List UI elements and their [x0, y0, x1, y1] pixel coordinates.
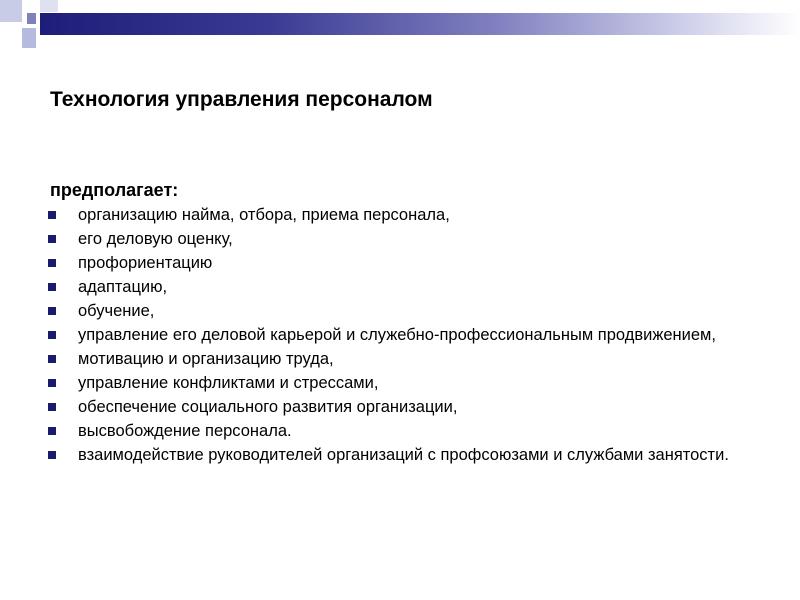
list-item: [48, 254, 768, 273]
header-gradient-bar: [40, 13, 800, 35]
list-item: [48, 422, 768, 441]
list-item: [48, 446, 768, 465]
list-item-text: его деловую оценку,: [78, 230, 233, 248]
list-item: [48, 206, 768, 225]
square-bullet-icon: [48, 355, 56, 363]
square-bullet-icon: [48, 307, 56, 315]
list-item-text: мотивацию и организацию труда,: [78, 350, 334, 368]
square-bullet-icon: [48, 235, 56, 243]
list-item-text: профориентацию: [78, 254, 213, 272]
list-item-text: организацию найма, отбора, приема персонала,: [78, 206, 450, 224]
list-item-text: обеспечение социального развития организации,: [78, 398, 458, 416]
list-item: [48, 326, 768, 345]
intro-text: предполагает:: [50, 180, 179, 200]
bullet-list: [48, 206, 768, 470]
slide-title: Технология управления персоналом: [50, 88, 433, 111]
list-item-text: высвобождение персонала.: [78, 422, 292, 440]
square-bullet-icon: [48, 403, 56, 411]
square-bullet-icon: [48, 283, 56, 291]
decorative-square: [27, 13, 36, 24]
list-item: [48, 302, 768, 321]
list-item: [48, 374, 768, 393]
list-item-text: адаптацию,: [78, 278, 168, 296]
list-item-text: управление его деловой карьерой и служебно-профессиональным продвижением,: [78, 326, 716, 344]
square-bullet-icon: [48, 451, 56, 459]
list-item-text: обучение,: [78, 302, 155, 320]
list-item-text: управление конфликтами и стрессами,: [78, 374, 379, 392]
decorative-square: [40, 0, 58, 12]
square-bullet-icon: [48, 331, 56, 339]
list-item: [48, 278, 768, 297]
square-bullet-icon: [48, 427, 56, 435]
list-item: [48, 350, 768, 369]
list-item-text: взаимодействие руководителей организаций с профсоюзами и службами занятости.: [78, 446, 729, 464]
square-bullet-icon: [48, 211, 56, 219]
list-item: [48, 398, 768, 417]
list-item: [48, 230, 768, 249]
square-bullet-icon: [48, 379, 56, 387]
decorative-square: [0, 0, 22, 22]
decorative-square: [22, 28, 36, 48]
square-bullet-icon: [48, 259, 56, 267]
